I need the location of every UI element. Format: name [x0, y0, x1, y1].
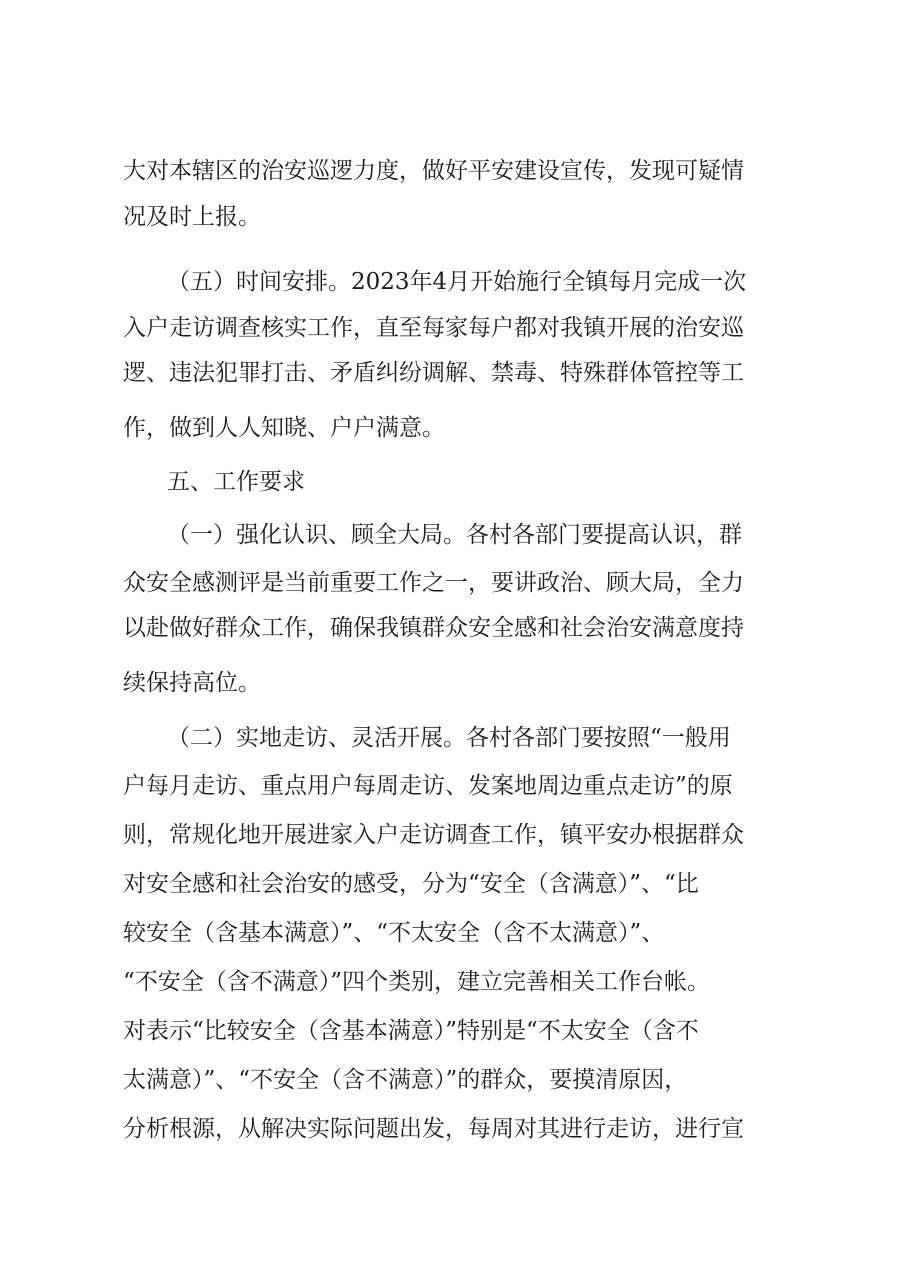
text-line-content: 对表示“比较安全（含基本满意）”特别是“不太安全（含不	[123, 1018, 699, 1044]
text-line-content: 户每月走访、重点用户每周走访、发案地周边重点走访”的原	[123, 773, 733, 799]
text-line-content: 分析根源，从解决实际问题出发，每周对其进行走访，进行宣	[123, 1116, 744, 1142]
text-line	[0, 563, 909, 603]
text-line-content: 大对本辖区的治安巡逻力度，做好平安建设宣传，发现可疑情	[123, 158, 744, 184]
text-line-content: 对安全感和社会治安的感受，分为“安全（含满意）”、“比	[123, 871, 699, 897]
text-line	[0, 1109, 909, 1149]
text-line-content: 较安全（含基本满意）”、“不太安全（含不太满意）”、	[123, 920, 665, 946]
text-line-content: 入户走访调查核实工作，直至每家每户都对我镇开展的治安巡	[123, 315, 744, 341]
text-line	[0, 197, 909, 237]
text-line	[0, 262, 909, 302]
text-line-content: （二）实地走访、灵活开展。各村各部门要按照“一般用	[167, 725, 731, 751]
text-line-content: 则，常规化地开展进家入户走访调查工作，镇平安办根据群众	[123, 822, 744, 848]
text-line	[0, 308, 909, 348]
text-line	[0, 718, 909, 758]
text-line-content: 众安全感测评是当前重要工作之一，要讲政治、顾大局，全力	[123, 570, 744, 596]
text-line	[0, 913, 909, 953]
text-line-content: （一）强化认识、顾全大局。各村各部门要提高认识，群	[167, 522, 742, 548]
text-line-content: “不安全（含不满意）”四个类别，建立完善相关工作台帐。	[123, 969, 711, 995]
text-line	[0, 864, 909, 904]
text-line	[0, 663, 909, 703]
text-line	[0, 766, 909, 806]
text-line	[0, 151, 909, 191]
text-line-content: 太满意）”、“不安全（含不满意）”的群众，要摸清原因，	[123, 1067, 688, 1093]
text-line-content: 续保持高位。	[123, 670, 261, 696]
text-line	[0, 515, 909, 555]
text-line-content: 作，做到人人知晓、户户满意。	[123, 415, 445, 441]
section-heading	[0, 462, 909, 502]
text-line	[0, 815, 909, 855]
text-line-content: 况及时上报。	[123, 204, 261, 230]
text-line	[0, 408, 909, 448]
text-line-content: 以赴做好群众工作，确保我镇群众安全感和社会治安满意度持	[123, 615, 744, 641]
text-line-content: 五、工作要求	[167, 469, 305, 495]
text-line-content: （五）时间安排。2023年4月开始施行全镇每月完成一次	[167, 269, 747, 295]
text-line	[0, 353, 909, 393]
text-line	[0, 608, 909, 648]
text-line	[0, 1011, 909, 1051]
text-line	[0, 1060, 909, 1100]
text-line	[0, 962, 909, 1002]
text-line-content: 逻、违法犯罪打击、矛盾纠纷调解、禁毒、特殊群体管控等工	[123, 360, 744, 386]
